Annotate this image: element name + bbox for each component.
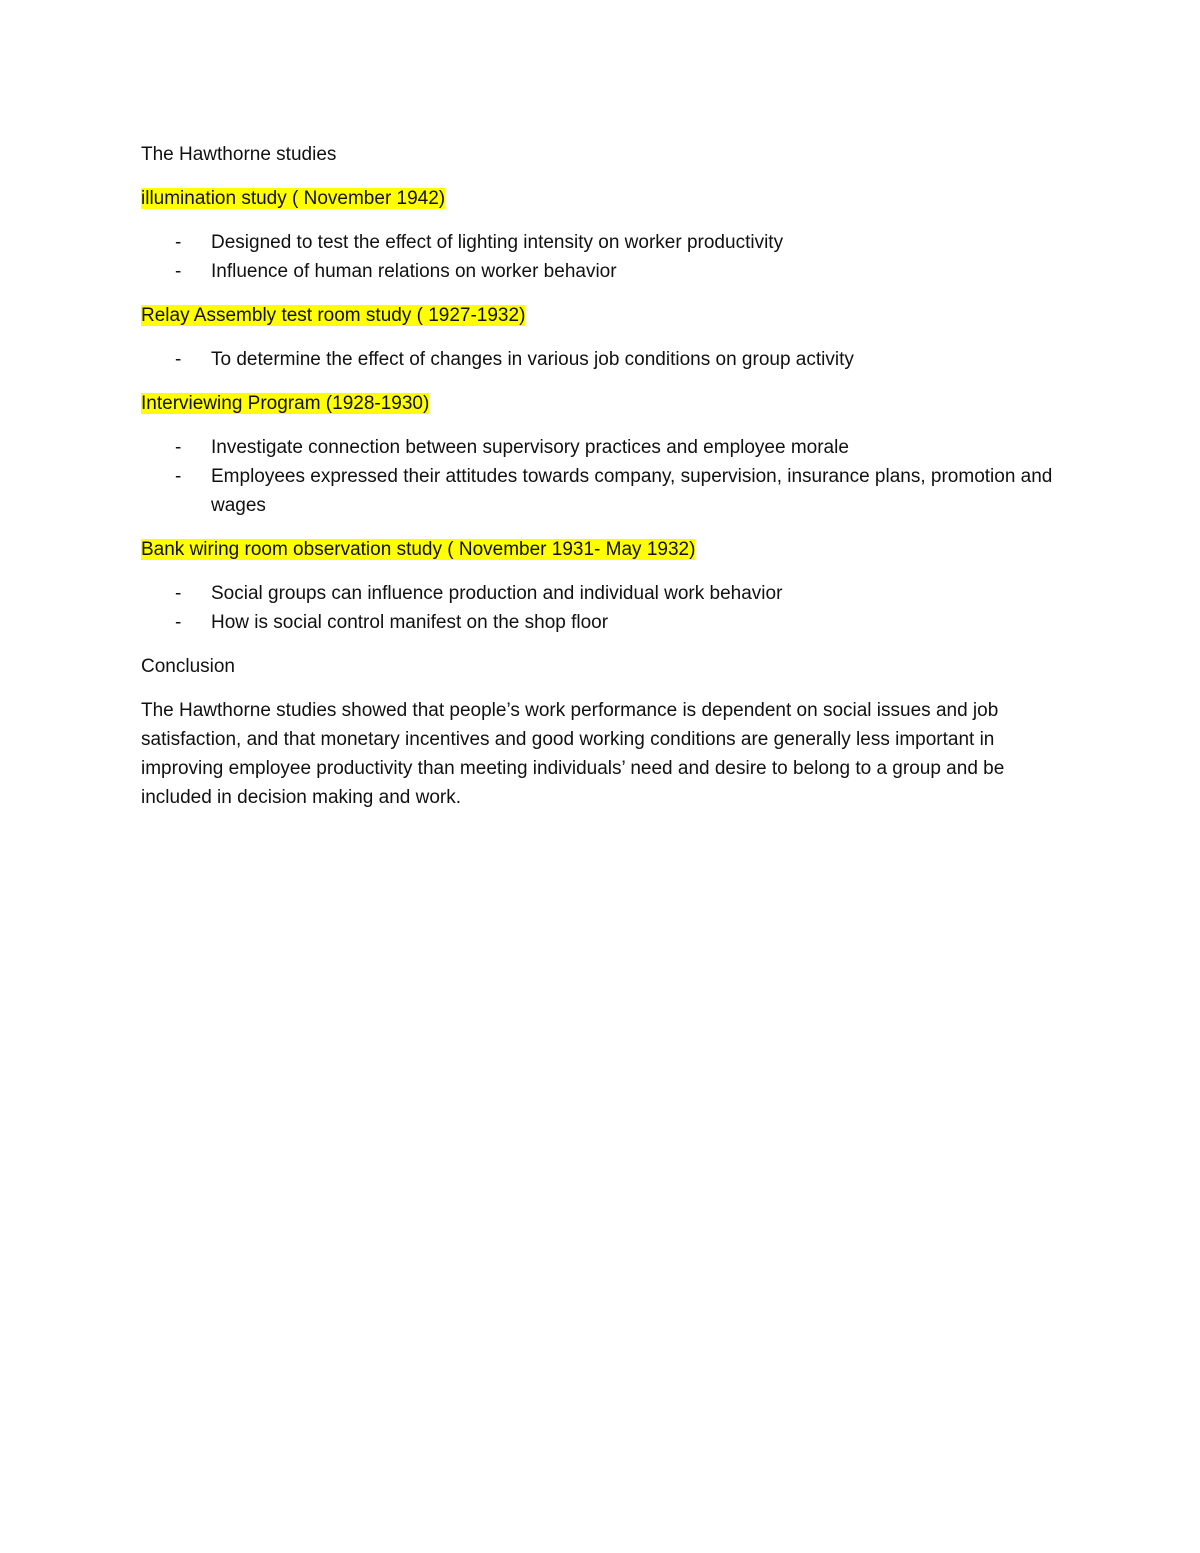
dash-bullet-icon: - xyxy=(175,583,182,604)
dash-bullet-icon: - xyxy=(175,349,182,370)
list-item xyxy=(141,257,1061,286)
highlighted-heading-text: illumination study ( November 1942) xyxy=(141,188,446,209)
section-heading-illumination xyxy=(141,184,1061,213)
document-body xyxy=(141,140,1061,812)
dash-bullet-icon: - xyxy=(175,612,182,633)
list-item xyxy=(141,608,1061,637)
list-item xyxy=(141,462,1061,520)
section-heading-relay-assembly xyxy=(141,301,1061,330)
bullet-list-bank-wiring xyxy=(141,579,1061,637)
list-item xyxy=(141,228,1061,257)
list-item-text: How is social control manifest on the shop floor xyxy=(211,612,609,633)
list-item-text: Designed to test the effect of lighting intensity on worker productivity xyxy=(211,232,784,253)
dash-bullet-icon: - xyxy=(175,232,182,253)
list-item-text: Investigate connection between supervisory practices and employee morale xyxy=(211,437,849,458)
section-heading-bank-wiring xyxy=(141,535,1061,564)
bullet-list-relay-assembly xyxy=(141,345,1061,374)
list-item-text: Influence of human relations on worker behavior xyxy=(211,261,617,282)
bullet-list-interviewing xyxy=(141,433,1061,520)
list-item-text: To determine the effect of changes in various job conditions on group activity xyxy=(211,349,854,370)
conclusion-heading: Conclusion xyxy=(141,656,235,677)
highlighted-heading-text: Bank wiring room observation study ( November 1931- May 1932) xyxy=(141,539,696,560)
dash-bullet-icon: - xyxy=(175,261,182,282)
section-heading-interviewing xyxy=(141,389,1061,418)
highlighted-heading-text: Relay Assembly test room study ( 1927-1932) xyxy=(141,305,526,326)
dash-bullet-icon: - xyxy=(175,437,182,458)
list-item xyxy=(141,345,1061,374)
list-item-text: Employees expressed their attitudes towards company, supervision, insurance plans, promotion and wages xyxy=(211,466,1053,516)
document-title: The Hawthorne studies xyxy=(141,144,337,165)
list-item xyxy=(141,433,1061,462)
list-item-text: Social groups can influence production and individual work behavior xyxy=(211,583,783,604)
conclusion-paragraph: The Hawthorne studies showed that people’s work performance is dependent on social issues and job satisfaction, and that monetary incentives and good working conditions are generally less important in improving employee productivity than meeting individuals’ need and desire to belong to a group and be included in decision making and work. xyxy=(141,700,1005,808)
dash-bullet-icon: - xyxy=(175,466,182,487)
highlighted-heading-text: Interviewing Program (1928-1930) xyxy=(141,393,430,414)
bullet-list-illumination xyxy=(141,228,1061,286)
list-item xyxy=(141,579,1061,608)
